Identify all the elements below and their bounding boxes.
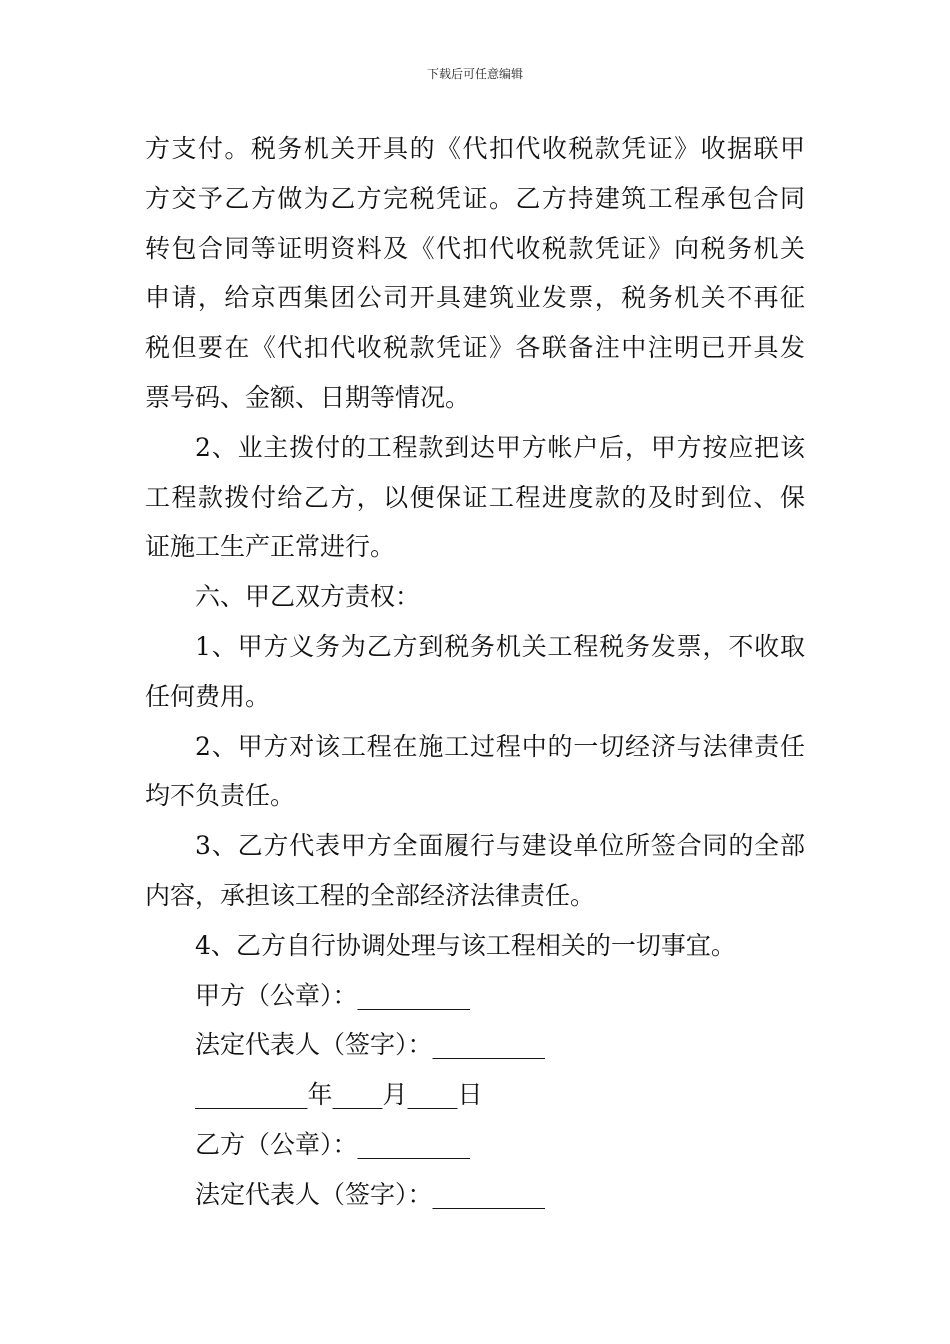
signature-party-a-representative: 法定代表人（签字）：_________ bbox=[195, 1030, 546, 1060]
text-line: 申请，给京西集团公司开具建筑业发票，税务机关不再征 bbox=[145, 283, 805, 313]
text-line: 3、乙方代表甲方全面履行与建设单位所签合同的全部 bbox=[195, 831, 805, 861]
text-line: 方支付。税务机关开具的《代扣代收税款凭证》收据联甲 bbox=[145, 134, 805, 163]
section-heading: 六、甲乙双方责权： bbox=[195, 582, 421, 612]
text-line: 证施工生产正常进行。 bbox=[145, 532, 396, 562]
document-body bbox=[145, 124, 805, 1220]
text-line: 1、甲方义务为乙方到税务机关工程税务发票，不收取 bbox=[195, 631, 805, 661]
signature-party-b-representative: 法定代表人（签字）：_________ bbox=[195, 1179, 546, 1209]
signature-date: _________年____月____日 bbox=[195, 1080, 483, 1110]
signature-party-b-seal: 乙方（公章）：_________ bbox=[195, 1129, 471, 1159]
text-line: 任何费用。 bbox=[145, 681, 271, 711]
text-line: 4、乙方自行协调处理与该工程相关的一切事宜。 bbox=[195, 930, 736, 960]
text-line: 2、甲方对该工程在施工过程中的一切经济与法律责任 bbox=[195, 731, 805, 761]
text-line: 税但要在《代扣代收税款凭证》各联备注中注明已开具发 bbox=[145, 333, 805, 363]
text-line: 2、业主拨付的工程款到达甲方帐户后，甲方按应把该 bbox=[195, 432, 805, 462]
text-line: 转包合同等证明资料及《代扣代收税款凭证》向税务机关 bbox=[145, 233, 805, 263]
text-line: 内容，承担该工程的全部经济法律责任。 bbox=[145, 880, 596, 910]
text-line: 票号码、金额、日期等情况。 bbox=[145, 382, 471, 412]
page-header: 下载后可任意编辑 bbox=[426, 67, 523, 81]
text-line: 方交予乙方做为乙方完税凭证。乙方持建筑工程承包合同 bbox=[145, 183, 805, 213]
signature-party-a-seal: 甲方（公章）：_________ bbox=[195, 980, 471, 1010]
text-line: 工程款拨付给乙方，以便保证工程进度款的及时到位、保 bbox=[145, 482, 805, 512]
text-line: 均不负责任。 bbox=[145, 781, 296, 811]
